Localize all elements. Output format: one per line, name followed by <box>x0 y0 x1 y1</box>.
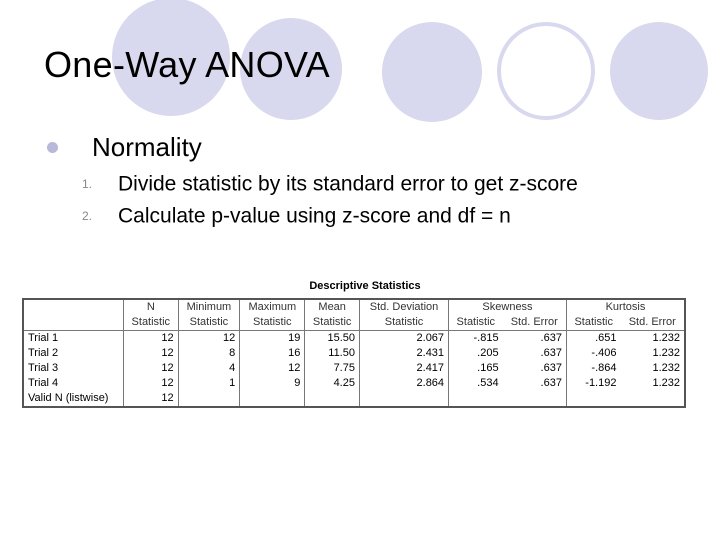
col-header-maximum: Maximum <box>240 299 305 315</box>
cell: -.815 <box>473 332 499 344</box>
subheader-cell: Std. Error <box>503 315 567 331</box>
cell: 12 <box>124 346 179 361</box>
cell: 19 <box>240 331 305 347</box>
cell: .637 <box>503 346 567 361</box>
table-row <box>23 376 685 391</box>
cell <box>178 391 240 407</box>
col-header-minimum: Minimum <box>178 299 240 315</box>
cell: 1 <box>178 376 240 391</box>
table-title: Descriptive Statistics <box>309 280 421 292</box>
cell: 1.232 <box>652 362 680 374</box>
step-item <box>82 204 511 228</box>
subheader-cell: Statistic <box>178 315 240 331</box>
decor-circle-3 <box>382 22 482 122</box>
cell: 2.431 <box>359 346 448 361</box>
cell: 11.50 <box>305 346 360 361</box>
step-item <box>82 172 578 196</box>
cell: 2.417 <box>359 361 448 376</box>
bullet-icon <box>47 142 58 153</box>
cell: .205 <box>477 347 499 359</box>
cell: 2.864 <box>359 376 448 391</box>
cell <box>503 391 567 407</box>
table-row <box>23 361 685 376</box>
row-label: Trial 1 <box>23 331 124 347</box>
cell: .534 <box>477 377 499 389</box>
subheader-cell: Statistic <box>124 315 179 331</box>
cell: 7.75 <box>305 361 360 376</box>
table-row <box>23 391 685 407</box>
cell: 9 <box>240 376 305 391</box>
col-header-std-deviation: Std. Deviation <box>359 299 448 315</box>
table-row <box>23 331 685 347</box>
step-number: 2. <box>82 209 93 224</box>
col-header-mean: Mean <box>305 299 360 315</box>
cell <box>620 391 685 407</box>
row-label: Trial 4 <box>23 376 124 391</box>
cell <box>305 391 360 407</box>
table-header-row <box>23 299 685 315</box>
cell: 12 <box>124 391 179 407</box>
table-corner-cell <box>23 299 124 331</box>
row-label: Valid N (listwise) <box>23 391 124 407</box>
cell <box>240 391 305 407</box>
cell: 4.25 <box>305 376 360 391</box>
descriptive-statistics-table <box>22 298 686 408</box>
cell: 12 <box>124 331 179 347</box>
cell: 15.50 <box>305 331 360 347</box>
col-header-n: N <box>124 299 179 315</box>
slide-title: One-Way ANOVA <box>44 44 330 85</box>
decor-circle-4 <box>497 22 595 120</box>
cell: .637 <box>503 331 567 347</box>
cell: .165 <box>477 362 499 374</box>
cell: 12 <box>124 361 179 376</box>
subheader-cell: Std. Error <box>628 316 676 328</box>
step-number: 1. <box>82 177 93 192</box>
subheader-cell: Statistic <box>456 316 496 328</box>
cell: 1.232 <box>652 347 680 359</box>
bullet-normality: Normality <box>92 132 202 162</box>
cell: -.864 <box>591 362 617 374</box>
subheader-cell: Statistic <box>359 315 448 331</box>
cell <box>449 391 503 407</box>
step-text: Divide statistic by its standard error to get z-score <box>118 172 578 196</box>
decor-circle-5 <box>610 22 708 120</box>
cell: 12 <box>124 376 179 391</box>
cell: 12 <box>178 331 240 347</box>
cell: 2.067 <box>359 331 448 347</box>
subheader-cell: Statistic <box>305 315 360 331</box>
cell: -.406 <box>591 347 617 359</box>
cell: 16 <box>240 346 305 361</box>
cell: 1.232 <box>652 377 680 389</box>
col-header-kurtosis: Kurtosis <box>605 301 646 313</box>
cell <box>359 391 448 407</box>
table-row <box>23 346 685 361</box>
cell: .637 <box>503 376 567 391</box>
col-header-skewness: Skewness <box>449 299 567 315</box>
cell <box>566 391 620 407</box>
step-text: Calculate p-value using z-score and df = n <box>118 204 511 228</box>
subheader-cell: Statistic <box>574 316 613 328</box>
cell: 4 <box>178 361 240 376</box>
cell: .637 <box>503 361 567 376</box>
cell: 12 <box>240 361 305 376</box>
cell: 1.232 <box>652 332 680 344</box>
row-label: Trial 2 <box>23 346 124 361</box>
cell: -1.192 <box>585 377 617 389</box>
cell: 8 <box>178 346 240 361</box>
row-label: Trial 3 <box>23 361 124 376</box>
subheader-cell: Statistic <box>240 315 305 331</box>
cell: .651 <box>595 332 617 344</box>
